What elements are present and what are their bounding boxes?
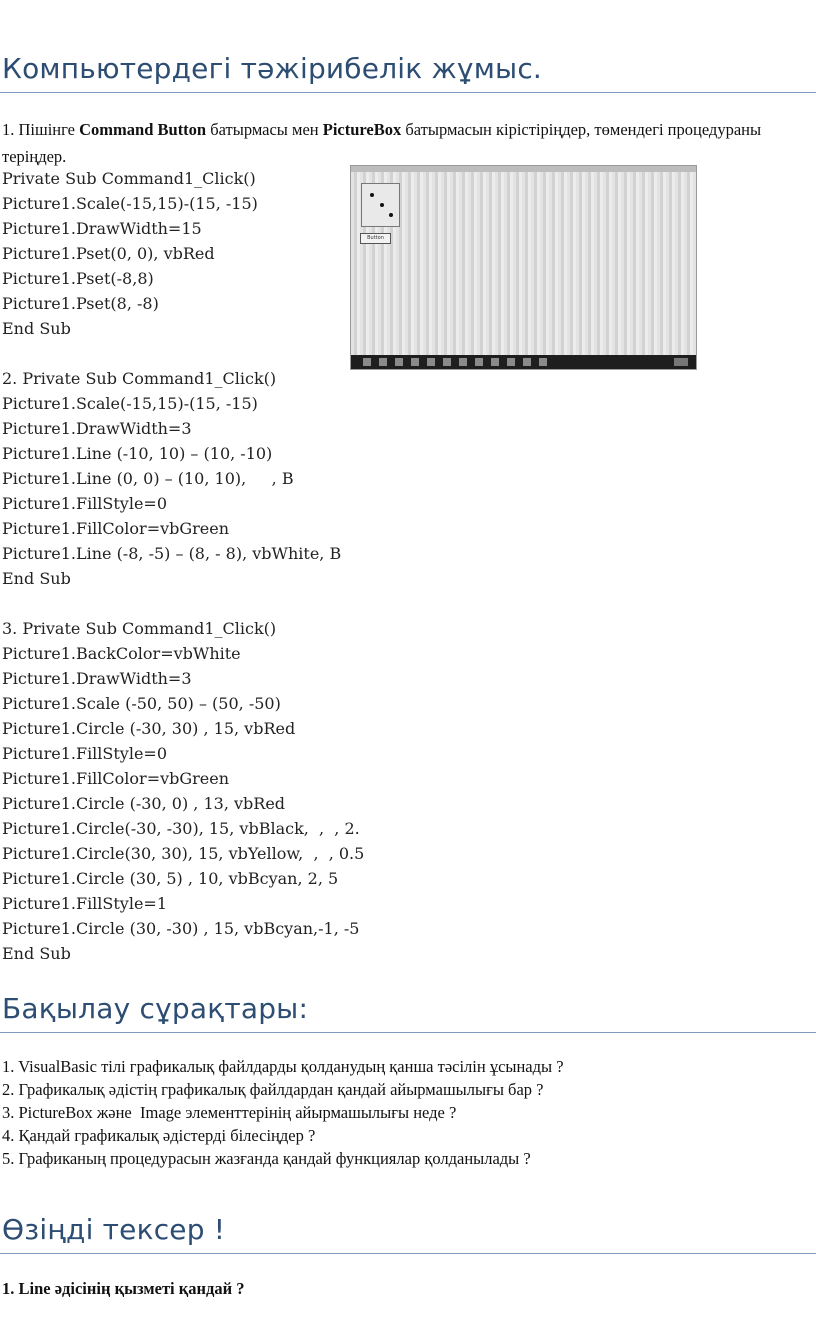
question-item: 3. PictureBox және Image элементтерінің айырмашылығы неде ? — [2, 1103, 457, 1122]
code-line: Picture1.FillStyle=0 — [2, 494, 168, 513]
code-line: Picture1.Pset(8, -8) — [2, 294, 159, 313]
code-line: 3. Private Sub Command1_Click() — [2, 619, 277, 638]
taskbar-app-icon — [363, 358, 371, 366]
code-line: Picture1.FillColor=vbGreen — [2, 769, 230, 788]
code-line: Picture1.Pset(-8,8) — [2, 269, 154, 288]
screenshot-command-button: Button — [360, 233, 391, 244]
section-heading-control-questions: Бақылау сұрақтары: — [2, 992, 309, 1025]
screenshot-taskbar — [351, 355, 696, 369]
section-heading-self-check: Өзіңді тексер ! — [2, 1213, 226, 1246]
code-line: Picture1.Circle (30, -30) , 15, vbBcyan,-1, -5 — [2, 919, 360, 938]
code-line — [2, 591, 364, 616]
taskbar-tray — [674, 358, 688, 366]
screenshot-point — [389, 213, 393, 217]
task-intro-mid: батырмасы мен — [206, 120, 323, 139]
vb-form-screenshot — [350, 165, 697, 370]
code-line: End Sub — [2, 569, 71, 588]
question-item: 1. VisualBasic тілі графикалық файлдарды қолданудың қанша тәсілін ұсынады ? — [2, 1057, 564, 1076]
heading-rule — [0, 1032, 816, 1033]
taskbar-app-icon — [411, 358, 419, 366]
code-line: Picture1.Line (0, 0) – (10, 10), , B — [2, 469, 294, 488]
task-intro-pre: 1. Пішінге — [2, 120, 80, 139]
task-intro-post: батырмасын кірістіріңдер, төмендегі процедураны теріңдер. — [2, 120, 762, 166]
taskbar-app-icon — [427, 358, 435, 366]
question-item: 4. Қандай графикалық әдістерді білесіңдер ? — [2, 1126, 316, 1145]
page-heading-practical-work: Компьютердегі тәжірибелік жұмыс. — [2, 52, 543, 85]
taskbar-app-icon — [539, 358, 547, 366]
taskbar-app-icon — [379, 358, 387, 366]
code-line: Picture1.Line (-8, -5) – (8, - 8), vbWhite, B — [2, 544, 342, 563]
code-line: Picture1.FillColor=vbGreen — [2, 519, 230, 538]
code-line: Picture1.DrawWidth=15 — [2, 219, 202, 238]
code-line: Picture1.Circle (-30, 30) , 15, vbRed — [2, 719, 296, 738]
question-item: 5. Графиканың процедурасын жазғанда қандай функциялар қолданылады ? — [2, 1149, 531, 1168]
code-line: Picture1.Circle (-30, 0) , 13, vbRed — [2, 794, 286, 813]
code-line: End Sub — [2, 944, 71, 963]
code-line: Picture1.Circle(-30, -30), 15, vbBlack, , , 2. — [2, 819, 360, 838]
task-intro-command-button: Command Button — [79, 120, 207, 139]
code-line: 2. Private Sub Command1_Click() — [2, 369, 277, 388]
screenshot-picturebox — [361, 183, 400, 227]
code-line: Picture1.BackColor=vbWhite — [2, 644, 241, 663]
code-line: Picture1.Circle (30, 5) , 10, vbBcyan, 2, 5 — [2, 869, 339, 888]
taskbar-app-icon — [523, 358, 531, 366]
taskbar-app-icon — [443, 358, 451, 366]
taskbar-app-icon — [395, 358, 403, 366]
code-line: Picture1.Pset(0, 0), vbRed — [2, 244, 215, 263]
question-item: 2. Графикалық әдістің графикалық файлдардан қандай айырмашылығы бар ? — [2, 1080, 544, 1099]
screenshot-point — [380, 203, 384, 207]
code-line: Picture1.Circle(30, 30), 15, vbYellow, , , 0.5 — [2, 844, 365, 863]
control-questions-list — [2, 1055, 564, 1170]
code-line: Picture1.Scale(-15,15)-(15, -15) — [2, 194, 258, 213]
code-line: End Sub — [2, 319, 71, 338]
code-line: Picture1.FillStyle=0 — [2, 744, 168, 763]
code-line: Picture1.DrawWidth=3 — [2, 419, 192, 438]
heading-rule — [0, 1253, 816, 1254]
taskbar-app-icon — [459, 358, 467, 366]
code-line: Picture1.Scale (-50, 50) – (50, -50) — [2, 694, 281, 713]
code-line: Picture1.Line (-10, 10) – (10, -10) — [2, 444, 273, 463]
taskbar-app-icon — [507, 358, 515, 366]
code-listing — [2, 166, 364, 966]
task-intro — [2, 116, 802, 170]
code-line: Picture1.DrawWidth=3 — [2, 669, 192, 688]
code-line — [2, 341, 364, 366]
code-line: Picture1.Scale(-15,15)-(15, -15) — [2, 394, 258, 413]
heading-rule — [0, 92, 816, 93]
screenshot-point — [370, 193, 374, 197]
taskbar-app-icon — [491, 358, 499, 366]
screenshot-titlebar — [351, 166, 696, 172]
self-check-question: 1. Line әдісінің қызметі қандай ? — [2, 1279, 245, 1298]
task-intro-picturebox: PictureBox — [322, 120, 402, 139]
code-line: Picture1.FillStyle=1 — [2, 894, 168, 913]
taskbar-app-icon — [475, 358, 483, 366]
code-line: Private Sub Command1_Click() — [2, 169, 256, 188]
